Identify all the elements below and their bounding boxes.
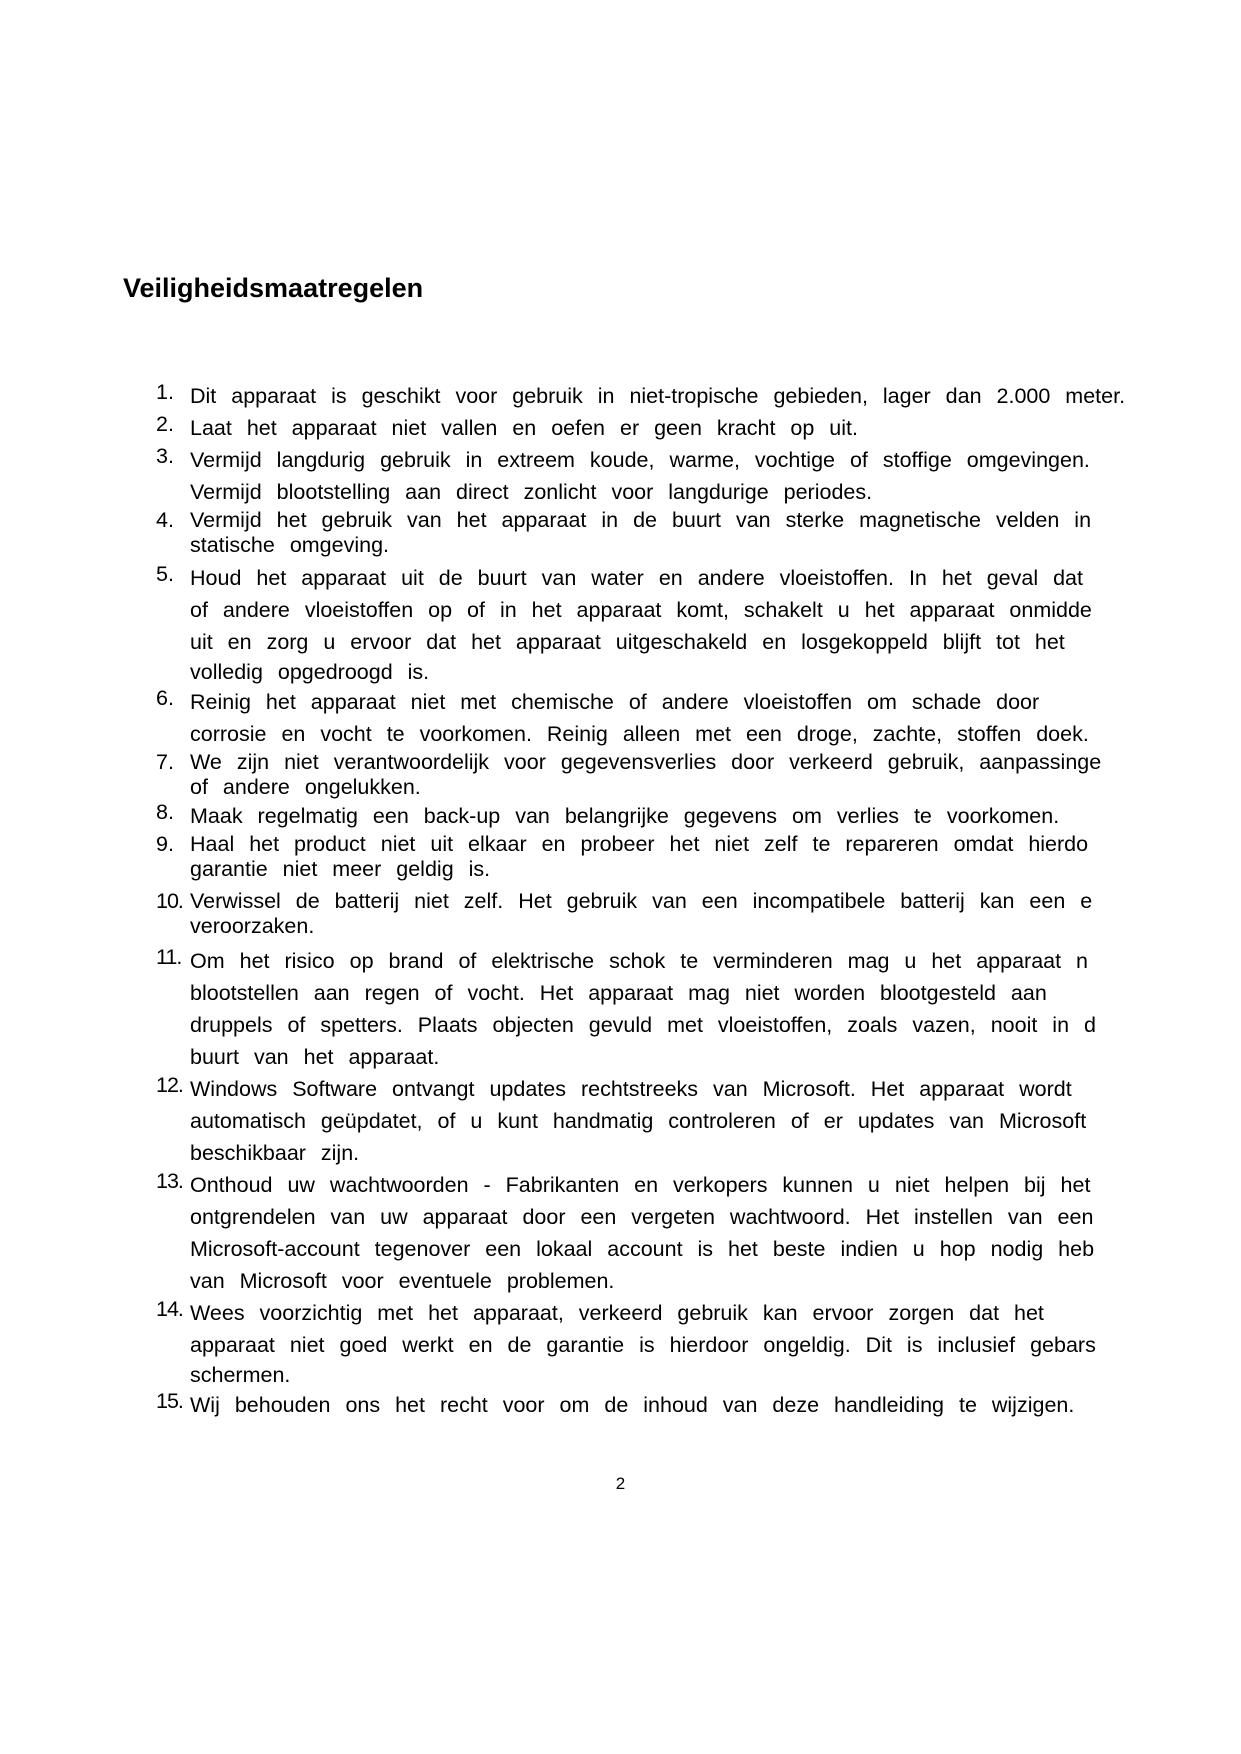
item-line: druppels of spetters. Plaats objecten gevuld met vloeistoffen, zoals vazen, nooit in d xyxy=(190,1013,1096,1037)
item-number: 2. xyxy=(156,412,174,436)
item-number: 11. xyxy=(156,945,182,969)
item-line: Om het risico op brand of elektrische schok te verminderen mag u het apparaat n xyxy=(190,949,1089,973)
list-item xyxy=(150,1073,1210,1169)
list-item xyxy=(150,750,1210,800)
item-number: 15. xyxy=(156,1389,183,1413)
page-number: 2 xyxy=(615,1474,626,1493)
item-number: 6. xyxy=(156,686,174,710)
item-number: 14. xyxy=(156,1297,183,1321)
item-line: Vermijd blootstelling aan direct zonlicht voor langdurige periodes. xyxy=(190,480,873,504)
item-number: 3. xyxy=(156,444,174,468)
item-number: 8. xyxy=(156,800,174,824)
item-number: 5. xyxy=(156,562,174,586)
item-number: 13. xyxy=(156,1169,183,1193)
item-line: Maak regelmatig een back-up van belangrijke gegevens om verlies te voorkomen. xyxy=(190,804,1060,828)
item-line: veroorzaken. xyxy=(190,914,315,938)
item-number: 9. xyxy=(156,832,174,856)
item-line: We zijn niet verantwoordelijk voor gegevensverlies door verkeerd gebruik, aanpassinge xyxy=(190,750,1102,774)
item-line: garantie niet meer geldig is. xyxy=(190,857,491,881)
item-line: Haal het product niet uit elkaar en probeer het niet zelf te repareren omdat hierdo xyxy=(190,832,1089,856)
item-line: volledig opgedroogd is. xyxy=(190,660,430,684)
item-number: 1. xyxy=(156,380,174,404)
list-item xyxy=(150,945,1210,1073)
item-line: of andere ongelukken. xyxy=(190,775,421,799)
item-line: Wij behouden ons het recht voor om de inhoud van deze handleiding te wijzigen. xyxy=(190,1393,1075,1417)
item-line: uit en zorg u ervoor dat het apparaat uitgeschakeld en losgekoppeld blijft tot het xyxy=(190,630,1065,654)
item-line: Wees voorzichtig met het apparaat, verkeerd gebruik kan ervoor zorgen dat het xyxy=(190,1301,1044,1325)
list-item xyxy=(150,686,1210,750)
list-item xyxy=(150,832,1210,882)
item-line: statische omgeving. xyxy=(190,533,390,557)
item-line: Onthoud uw wachtwoorden - Fabrikanten en verkopers kunnen u niet helpen bij het xyxy=(190,1173,1091,1197)
list-item xyxy=(150,562,1210,686)
item-line: van Microsoft voor eventuele problemen. xyxy=(190,1269,615,1293)
item-line: beschikbaar zijn. xyxy=(190,1141,360,1165)
list-item xyxy=(150,1297,1210,1389)
item-line: Windows Software ontvangt updates rechtstreeks van Microsoft. Het apparaat wordt xyxy=(190,1077,1072,1101)
item-line: of andere vloeistoffen op of in het apparaat komt, schakelt u het apparaat onmidde xyxy=(190,598,1092,622)
list-item xyxy=(150,800,1210,832)
list-item xyxy=(150,889,1210,939)
list-item xyxy=(150,1169,1210,1297)
item-line: Vermijd het gebruik van het apparaat in de buurt van sterke magnetische velden in xyxy=(190,508,1092,532)
list-item xyxy=(150,412,1210,444)
item-line: blootstellen aan regen of vocht. Het apparaat mag niet worden blootgesteld aan xyxy=(190,981,1047,1005)
list-item xyxy=(150,508,1210,558)
item-line: Houd het apparaat uit de buurt van water en andere vloeistoffen. In het geval dat xyxy=(190,566,1083,590)
item-line: ontgrendelen van uw apparaat door een vergeten wachtwoord. Het instellen van een xyxy=(190,1205,1094,1229)
item-number: 10. xyxy=(156,889,183,913)
list-item xyxy=(150,1389,1210,1421)
item-line: automatisch geüpdatet, of u kunt handmatig controleren of er updates van Microsoft xyxy=(190,1109,1087,1133)
item-number: 12. xyxy=(156,1073,183,1097)
item-line: buurt van het apparaat. xyxy=(190,1045,440,1069)
list-item xyxy=(150,444,1210,508)
item-line: apparaat niet goed werkt en de garantie is hierdoor ongeldig. Dit is inclusief gebars xyxy=(190,1333,1096,1357)
list-item xyxy=(150,380,1210,412)
item-line: Vermijd langdurig gebruik in extreem koude, warme, vochtige of stoffige omgevingen. xyxy=(190,448,1090,472)
safety-list xyxy=(150,380,1210,1421)
item-line: Microsoft-account tegenover een lokaal account is het beste indien u hop nodig heb xyxy=(190,1237,1095,1261)
item-line: Dit apparaat is geschikt voor gebruik in niet-tropische gebieden, lager dan 2.000 meter. xyxy=(190,384,1126,408)
item-line: schermen. xyxy=(190,1363,291,1387)
item-line: Reinig het apparaat niet met chemische of andere vloeistoffen om schade door xyxy=(190,690,1040,714)
item-number: 7. xyxy=(156,750,174,774)
item-line: Laat het apparaat niet vallen en oefen er geen kracht op uit. xyxy=(190,416,858,440)
item-number: 4. xyxy=(156,508,174,532)
item-line: corrosie en vocht te voorkomen. Reinig alleen met een droge, zachte, stoffen doek. xyxy=(190,722,1089,746)
page-title: Veiligheidsmaatregelen xyxy=(123,273,424,303)
item-line: Verwissel de batterij niet zelf. Het gebruik van een incompatibele batterij kan een e xyxy=(190,889,1093,913)
